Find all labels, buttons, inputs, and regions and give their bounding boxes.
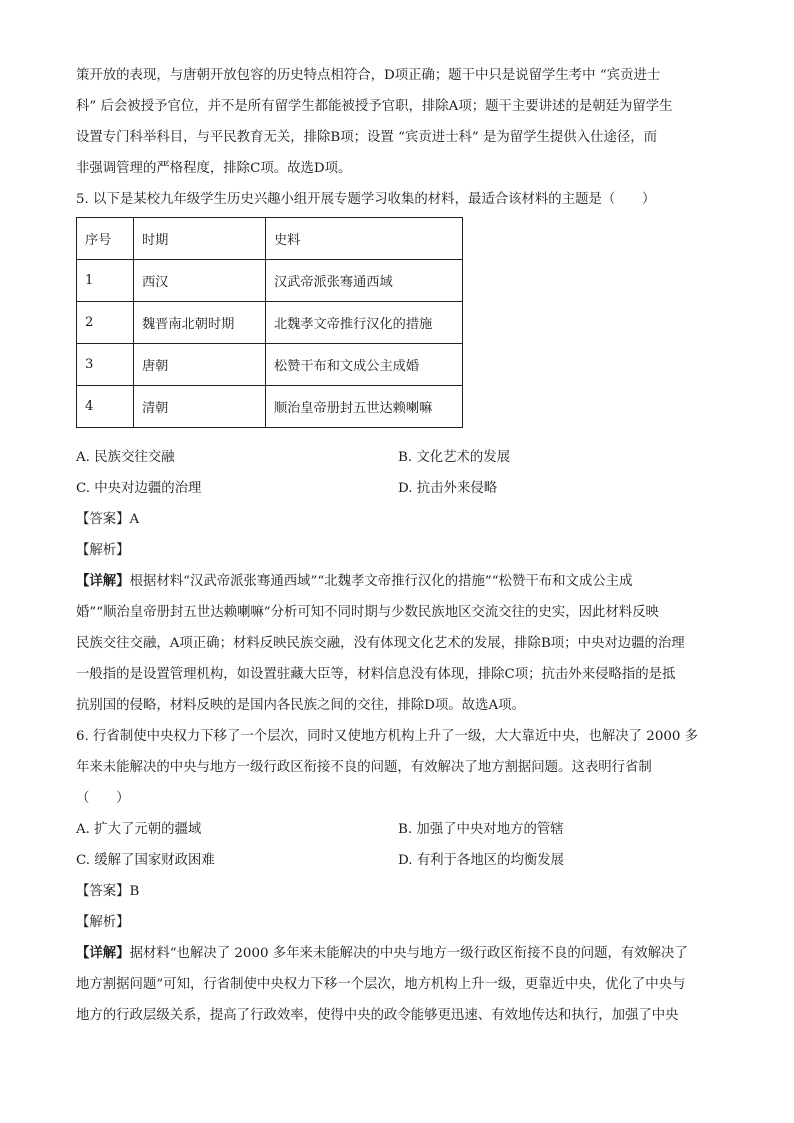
text-line: 地方割据问题”可知，行省制使中央权力下移一个层次，地方机构上升一级，更靠近中央，优化了中央与 [76, 977, 686, 992]
option-c: C. 中央对边疆的治理 [76, 481, 202, 496]
table-row [77, 302, 463, 344]
text-line: 地方的行政层级关系，提高了行政效率，使得中央的政令能够更迅速、有效地传达和执行，加强了中央 [76, 1008, 679, 1023]
text-line [76, 938, 718, 969]
table-row [77, 344, 463, 386]
text-line: 科” 后会被授予官位，并不是所有留学生都能被授予官职，排除A项；题干主要讲述的是朝廷为留学生 [76, 99, 673, 114]
table-cell: 松赞干布和文成公主成婚 [266, 344, 463, 386]
table-cell: 3 [77, 344, 134, 386]
question-5-analysis-label: 【解析】 [76, 543, 130, 558]
option-b: B. 加强了中央对地方的管辖 [398, 822, 564, 837]
text-line: 婚”“顺治皇帝册封五世达赖喇嘛”分析可知不同时期与少数民族地区交流交往的史实，因此材料反映 [76, 605, 659, 620]
text-line [76, 566, 718, 597]
text-line: 民族交往交融，A项正确；材料反映民族交融，没有体现文化艺术的发展，排除B项；中央对边疆的治理 [76, 636, 685, 651]
table-cell: 2 [77, 302, 134, 344]
prev-question-explanation [76, 60, 718, 184]
table-header-row [77, 218, 463, 260]
text-line: 抗别国的侵略，材料反映的是国内各民族之间的交往，排除D项。故选A项。 [76, 698, 525, 713]
option-a: A. 扩大了元朝的疆域 [76, 822, 202, 837]
table-cell: 魏晋南北朝时期 [134, 302, 266, 344]
text-line: （ ） [76, 791, 130, 806]
table-cell: 顺治皇帝册封五世达赖喇嘛 [266, 386, 463, 428]
page-content [76, 60, 718, 1031]
table-cell: 北魏孝文帝推行汉化的措施 [266, 302, 463, 344]
table-row [77, 386, 463, 428]
text-line: 6. 行省制使中央权力下移了一个层次，同时又使地方机构上升了一级，大大靠近中央，也解决了 2000 多 [76, 729, 699, 744]
text-line: 设置专门科举科目，与平民教育无关，排除B项；设置 “宾贡进士科” 是为留学生提供入仕途径，而 [76, 130, 658, 145]
question-5-options [76, 442, 718, 504]
table-header-cell: 序号 [77, 218, 134, 260]
table-row [77, 260, 463, 302]
detail-label: 【详解】 [76, 945, 130, 961]
table-cell: 汉武帝派张骞通西域 [266, 260, 463, 302]
text-line: 非强调管理的严格程度，排除C项。故选D项。 [76, 161, 352, 176]
question-5-stem: 5. 以下是某校九年级学生历史兴趣小组开展专题学习收集的材料，最适合该材料的主题是（ ） [76, 192, 656, 207]
detail-text: 根据材料“汉武帝派张骞通西域”“北魏孝文帝推行汉化的措施”“松赞干布和文成公主成 [129, 574, 633, 589]
table-cell: 4 [77, 386, 134, 428]
table-header-cell: 时期 [134, 218, 266, 260]
question-5-detail [76, 566, 718, 721]
question-6-stem [76, 721, 718, 814]
table-header-cell: 史料 [266, 218, 463, 260]
option-c: C. 缓解了国家财政困难 [76, 853, 215, 868]
question-6-analysis-label: 【解析】 [76, 915, 130, 930]
option-d: D. 抗击外来侵略 [398, 481, 498, 496]
question-5-answer: 【答案】A [76, 512, 140, 527]
text-line: 策开放的表现，与唐朝开放包容的历史特点相符合，D项正确；题干中只是说留学生考中 “宾贡进士 [76, 68, 661, 83]
text-line: 一般指的是设置管理机构，如设置驻藏大臣等，材料信息没有体现，排除C项；抗击外来侵略指的是抵 [76, 667, 676, 682]
table-cell: 唐朝 [134, 344, 266, 386]
question-6-detail [76, 938, 718, 1031]
table-cell: 西汉 [134, 260, 266, 302]
option-a: A. 民族交往交融 [76, 450, 175, 465]
question-6-answer: 【答案】B [76, 884, 140, 899]
option-b: B. 文化艺术的发展 [398, 450, 511, 465]
detail-text: 据材料“也解决了 2000 多年来未能解决的中央与地方一级行政区衔接不良的问题，有效解决了 [129, 946, 688, 961]
question-6-options [76, 814, 718, 876]
question-5-table [76, 217, 463, 428]
text-line: 年来未能解决的中央与地方一级行政区衔接不良的问题，有效解决了地方割据问题。这表明行省制 [76, 760, 652, 775]
option-d: D. 有利于各地区的均衡发展 [398, 853, 565, 868]
detail-label: 【详解】 [76, 573, 130, 589]
table-cell: 清朝 [134, 386, 266, 428]
table-cell: 1 [77, 260, 134, 302]
